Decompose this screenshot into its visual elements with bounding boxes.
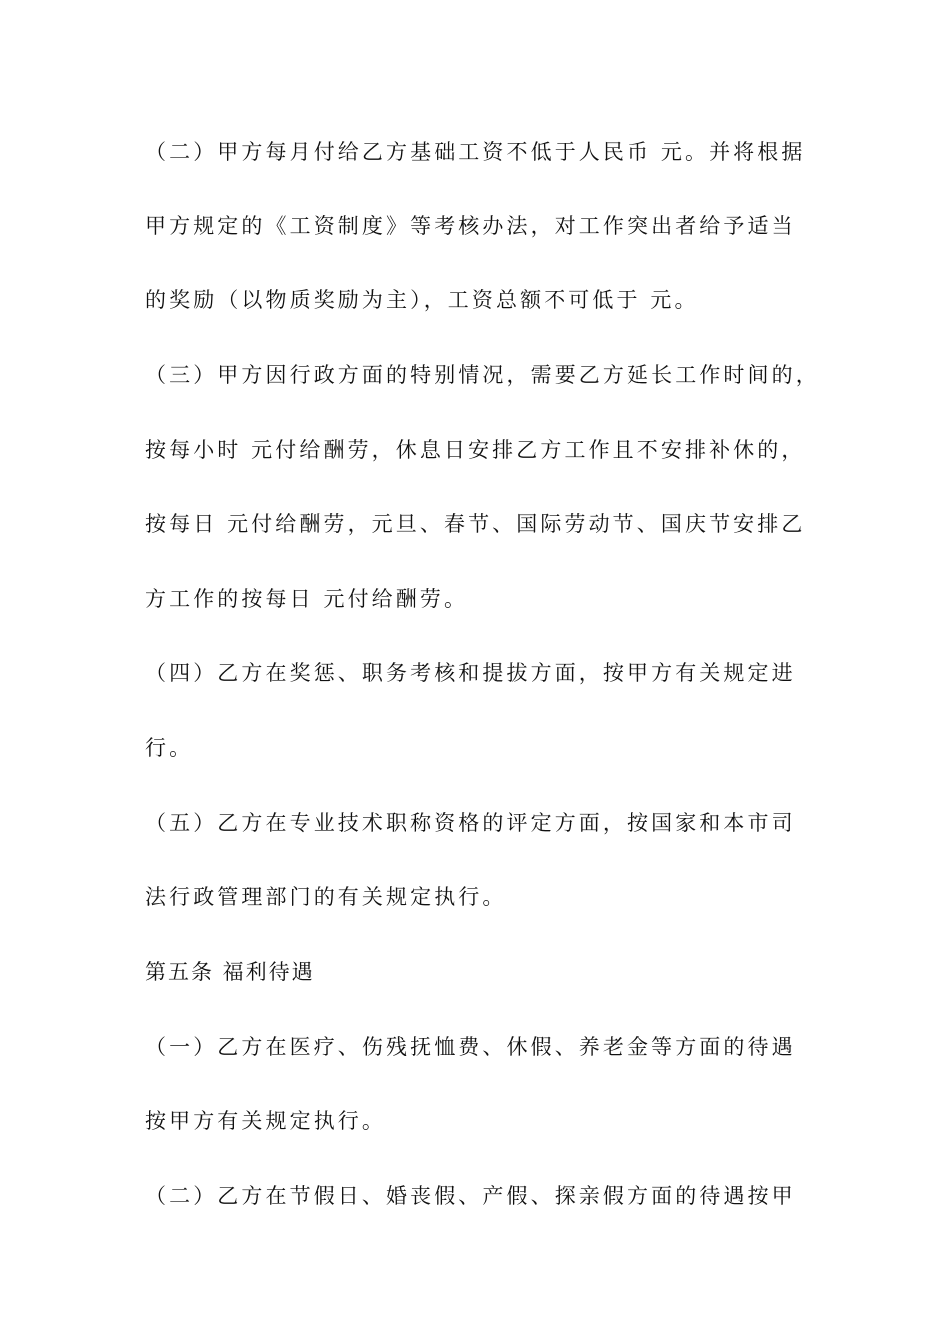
- text-line-5: 按每小时 元付给酬劳，休息日安排乙方工作且不安排补休的，: [145, 438, 806, 462]
- text-line-13: （一）乙方在医疗、伤残抚恤费、休假、养老金等方面的待遇: [145, 1035, 796, 1059]
- text-line-4: （三）甲方因行政方面的特别情况，需要乙方延长工作时间的，: [145, 363, 820, 387]
- text-line-6: 按每日 元付给酬劳，元旦、春节、国际劳动节、国庆节安排乙: [145, 512, 806, 536]
- text-line-10: （五）乙方在专业技术职称资格的评定方面，按国家和本市司: [145, 811, 796, 835]
- text-line-1: （二）甲方每月付给乙方基础工资不低于人民币 元。并将根据: [145, 140, 806, 164]
- text-line-3: 的奖励（以物质奖励为主），工资总额不可低于 元。: [145, 288, 699, 312]
- text-line-8: （四）乙方在奖惩、职务考核和提拔方面，按甲方有关规定进: [145, 661, 796, 685]
- text-line-11: 法行政管理部门的有关规定执行。: [145, 885, 507, 909]
- text-line-9: 行。: [145, 736, 194, 760]
- text-line-7: 方工作的按每日 元付给酬劳。: [145, 587, 469, 611]
- section-heading: 第五条 福利待遇: [145, 960, 315, 984]
- text-line-14: 按甲方有关规定执行。: [145, 1109, 386, 1133]
- text-line-2: 甲方规定的《工资制度》等考核办法，对工作突出者给予适当: [145, 214, 796, 238]
- text-line-15: （二）乙方在节假日、婚丧假、产假、探亲假方面的待遇按甲: [145, 1184, 796, 1208]
